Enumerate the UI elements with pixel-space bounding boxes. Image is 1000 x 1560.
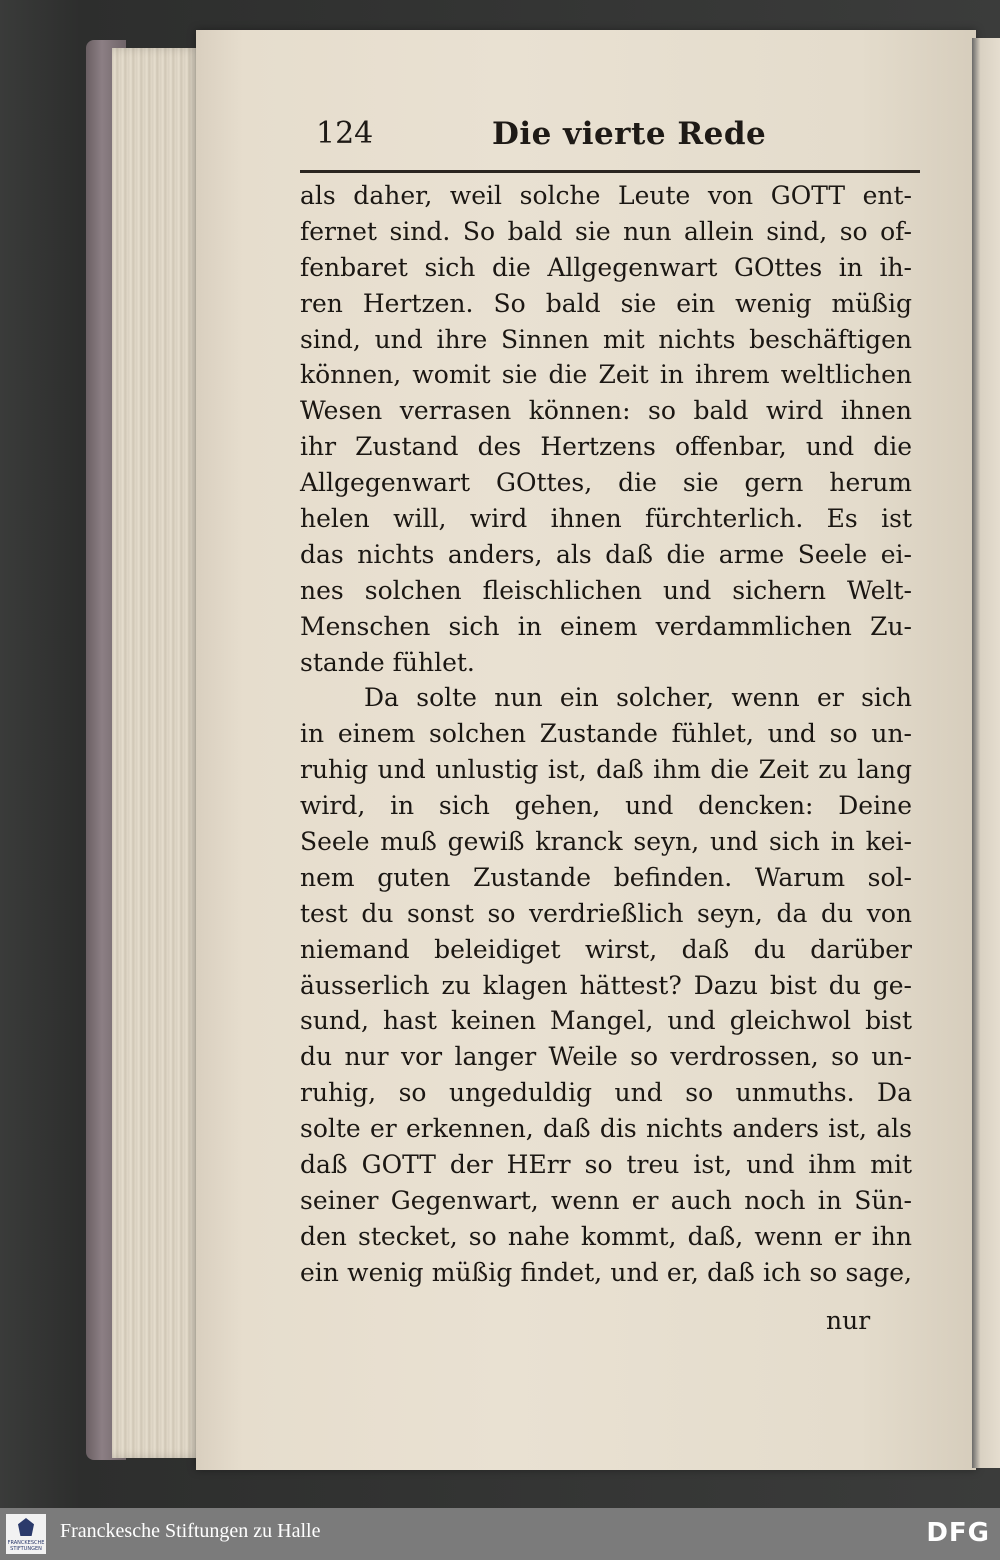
page-edges [112, 48, 202, 1458]
text-line: ruhig, so ungeduldig und so unmuths. Da [300, 1078, 912, 1108]
paragraph-start-line: Da solte nun ein solcher, wenn er sich [364, 683, 912, 713]
text-line: das nichts anders, als daß die arme Seele ei- [300, 539, 912, 569]
header-rule [300, 170, 920, 173]
text-line: nes solchen fleischlichen und sichern Welt- [300, 575, 912, 605]
facing-page-edge [972, 38, 1000, 1468]
text-line: fenbaret sich die Allgegenwart GOttes in ih- [300, 252, 912, 282]
dfg-logo[interactable]: DFG [926, 1518, 990, 1548]
text-line: Seele muß gewiß kranck seyn, und sich in kei- [300, 827, 912, 857]
text-line: ein wenig müßig findet, und er, daß ich so sage, [300, 1257, 912, 1287]
catchword: nur [826, 1306, 871, 1335]
institution-name: Franckesche Stiftungen zu Halle [60, 1520, 321, 1542]
franckesche-logo-icon[interactable] [6, 1514, 46, 1554]
text-line: den stecket, so nahe kommt, daß, wenn er ihn [300, 1221, 912, 1251]
text-line: nem guten Zustande befinden. Warum sol- [300, 862, 912, 892]
text-line: seiner Gegenwart, wenn er auch noch in Sün- [300, 1185, 912, 1215]
text-line: solte er erkennen, daß dis nichts anders ist, als [300, 1114, 912, 1144]
text-line: wird, in sich gehen, und dencken: Deine [300, 791, 912, 821]
text-line: fernet sind. So bald sie nun allein sind, so of- [300, 216, 912, 246]
text-line: können, womit sie die Zeit in ihrem weltlichen [300, 360, 912, 390]
text-line: Allgegenwart GOttes, die sie gern herum [300, 468, 912, 498]
viewer-footer-bar [0, 1508, 1000, 1560]
text-line: stande fühlet. [300, 647, 475, 677]
text-line: ren Hertzen. So bald sie ein wenig müßig [300, 288, 912, 318]
text-line: in einem solchen Zustande fühlet, und so un- [300, 719, 912, 749]
logo-text: FRANCKESCHE STIFTUNGEN [7, 1540, 45, 1552]
text-line: ruhig und unlustig ist, daß ihm die Zeit zu lang [300, 755, 912, 785]
text-line: Wesen verrasen können: so bald wird ihnen [300, 396, 912, 426]
text-line: ihr Zustand des Hertzens offenbar, und die [300, 432, 912, 462]
text-line: sind, und ihre Sinnen mit nichts beschäftigen [300, 324, 912, 354]
text-line: test du sonst so verdrießlich seyn, da du von [300, 898, 912, 928]
text-line: sund, hast keinen Mangel, und gleichwol bist [300, 1006, 912, 1036]
page-number: 124 [316, 116, 374, 151]
text-line: als daher, weil solche Leute von GOTT ent- [300, 181, 912, 210]
logo-emblem-icon [18, 1518, 34, 1536]
body-text [300, 178, 912, 1291]
text-line: du nur vor langer Weile so verdrossen, so un- [300, 1042, 912, 1072]
text-line: Menschen sich in einem verdammlichen Zu- [300, 611, 912, 641]
page-header [316, 110, 916, 160]
running-title: Die vierte Rede [492, 116, 767, 152]
text-line: niemand beleidiget wirst, daß du darüber [300, 934, 912, 964]
text-line: helen will, wird ihnen fürchterlich. Es ist [300, 504, 912, 534]
text-line: daß GOTT der HErr so treu ist, und ihm mit [300, 1150, 912, 1180]
text-line: äusserlich zu klagen hättest? Dazu bist du ge- [300, 970, 912, 1000]
